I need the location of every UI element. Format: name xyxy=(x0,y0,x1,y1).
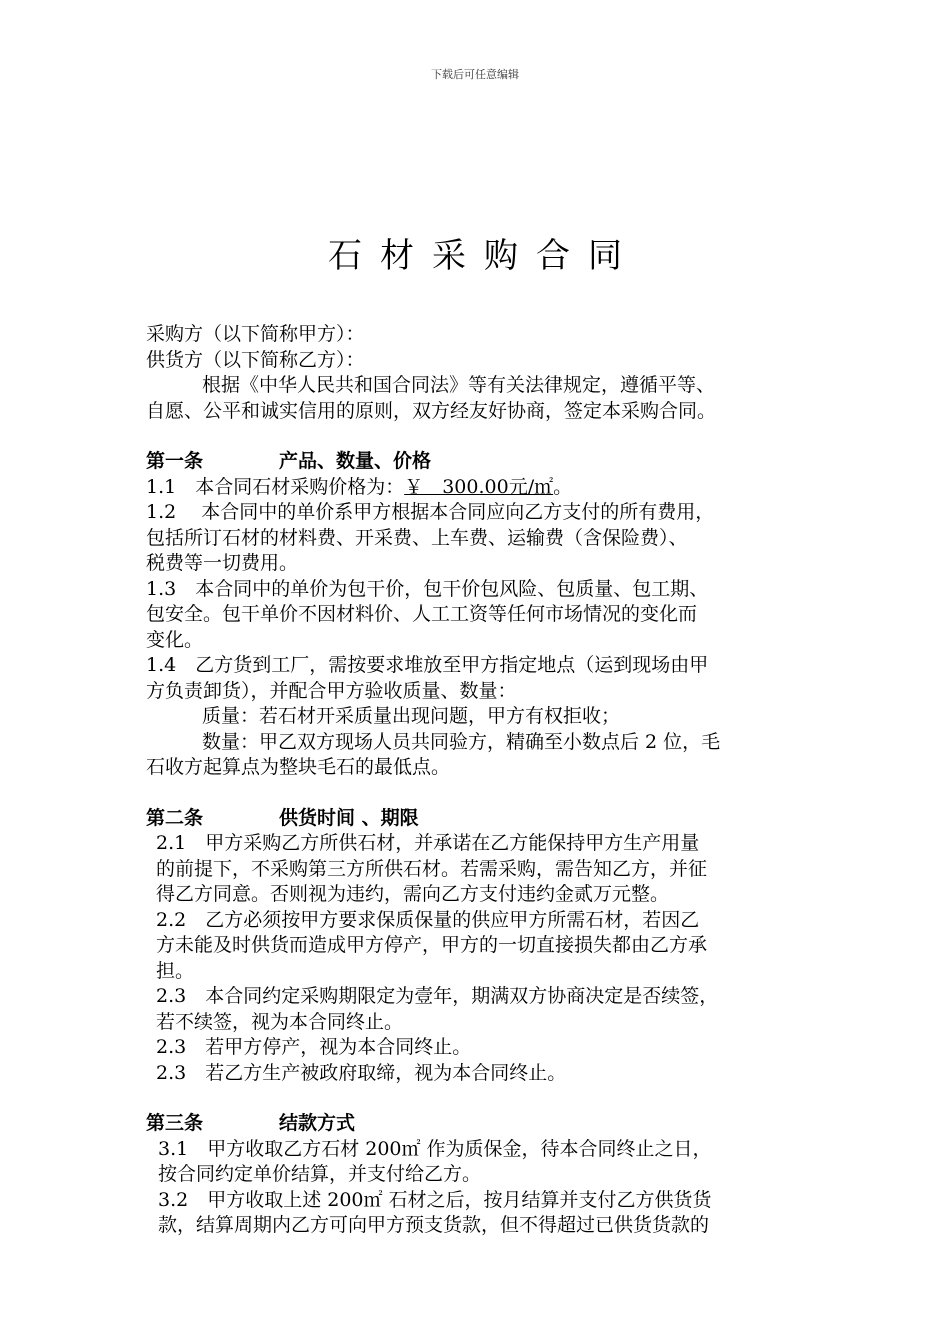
clause-2-2: 方未能及时供货而造成甲方停产，甲方的一切直接损失都由乙方承 xyxy=(156,934,708,956)
article-title: 结款方式 xyxy=(279,1112,356,1134)
quantity-line: 数量：甲乙双方现场人员共同验方，精确至小数点后 2 位，毛 xyxy=(202,730,721,753)
page-header-note: 下载后可任意编辑 xyxy=(431,68,519,81)
clause-2-1: 的前提下，不采购第三方所供石材。若需采购，需告知乙方，并征 xyxy=(156,857,708,880)
title-char: 同 xyxy=(588,236,622,276)
title-char: 石 xyxy=(328,236,362,276)
clause-text: 。 xyxy=(553,475,573,498)
clause-2-3: 2.3 本合同约定采购期限定为壹年，期满双方协商决定是否续签， xyxy=(156,985,719,1007)
quantity-line: 石收方起算点为整块毛石的最低点。 xyxy=(146,756,451,778)
clause-2-3: 2.3 若乙方生产被政府取缔，视为本合同终止。 xyxy=(156,1061,567,1084)
clause-2-1: 得乙方同意。否则视为违约，需向乙方支付违约金贰万元整。 xyxy=(156,883,670,905)
title-char: 材 xyxy=(380,236,414,276)
clause-1-4: 方负责卸货），并配合甲方验收质量、数量： xyxy=(146,679,517,702)
article-3-heading xyxy=(146,1111,826,1137)
clause-2-2: 2.2 乙方必须按甲方要求保质保量的供应甲方所需石材，若因乙 xyxy=(156,908,700,931)
clause-1-3: 1.3 本合同中的单价为包干价，包干价包风险、包质量、包工期、 xyxy=(146,577,709,600)
article-1-heading xyxy=(146,449,826,475)
title-char: 合 xyxy=(536,236,570,276)
article-title: 产品、数量、价格 xyxy=(279,450,432,472)
clause-2-3: 若不续签，视为本合同终止。 xyxy=(156,1010,404,1033)
clause-text: 1.1 本合同石材采购价格为： xyxy=(146,475,405,498)
quality-line: 质量：若石材开采质量出现问题，甲方有权拒收； xyxy=(202,705,621,727)
preamble-line: 自愿、公平和诚实信用的原则，双方经友好协商，签定本采购合同。 xyxy=(146,399,717,422)
preamble-line: 根据《中华人民共和国合同法》等有关法律规定，遵循平等、 xyxy=(202,374,716,396)
clause-3-2: 3.2 甲方收取上述 200㎡ 石材之后，按月结算并支付乙方供货货 xyxy=(158,1188,712,1211)
article-title: 供货时间 、期限 xyxy=(279,806,419,829)
clause-1-1 xyxy=(146,475,826,501)
article-number: 第三条 xyxy=(146,1112,204,1134)
price-value: ￥ 300.00元/㎡ xyxy=(404,475,554,498)
title-char: 采 xyxy=(432,236,466,276)
article-number: 第二条 xyxy=(146,806,204,829)
supplier-line: 供货方（以下简称乙方）： xyxy=(146,348,365,371)
clause-1-3: 变化。 xyxy=(146,628,204,651)
clause-2-2: 担。 xyxy=(156,959,195,982)
clause-1-2: 税费等一切费用。 xyxy=(146,552,299,574)
article-number: 第一条 xyxy=(146,450,204,472)
buyer-line: 采购方（以下简称甲方）： xyxy=(146,323,365,345)
article-2-heading xyxy=(146,806,826,832)
clause-1-2: 1.2 本合同中的单价系甲方根据本合同应向乙方支付的所有费用， xyxy=(146,501,715,523)
clause-1-4: 1.4 乙方货到工厂，需按要求堆放至甲方指定地点（运到现场由甲 xyxy=(146,654,709,676)
contract-body xyxy=(146,322,826,1239)
document-title xyxy=(0,228,950,277)
clause-1-2: 包括所订石材的材料费、开采费、上车费、运输费（含保险费）、 xyxy=(146,526,688,549)
clause-1-3: 包安全。包干单价不因材料价、人工工资等任何市场情况的变化而 xyxy=(146,603,698,625)
clause-3-2: 款，结算周期内乙方可向甲方预支货款，但不得超过已供货货款的 xyxy=(158,1214,710,1236)
clause-2-3: 2.3 若甲方停产，视为本合同终止。 xyxy=(156,1036,472,1058)
clause-2-1: 2.1 甲方采购乙方所供石材，并承诺在乙方能保持甲方生产用量 xyxy=(156,832,700,854)
title-char: 购 xyxy=(484,236,518,276)
clause-3-1: 3.1 甲方收取乙方石材 200㎡ 作为质保金，待本合同终止之日， xyxy=(158,1137,712,1160)
clause-3-1: 按合同约定单价结算，并支付给乙方。 xyxy=(158,1163,482,1185)
